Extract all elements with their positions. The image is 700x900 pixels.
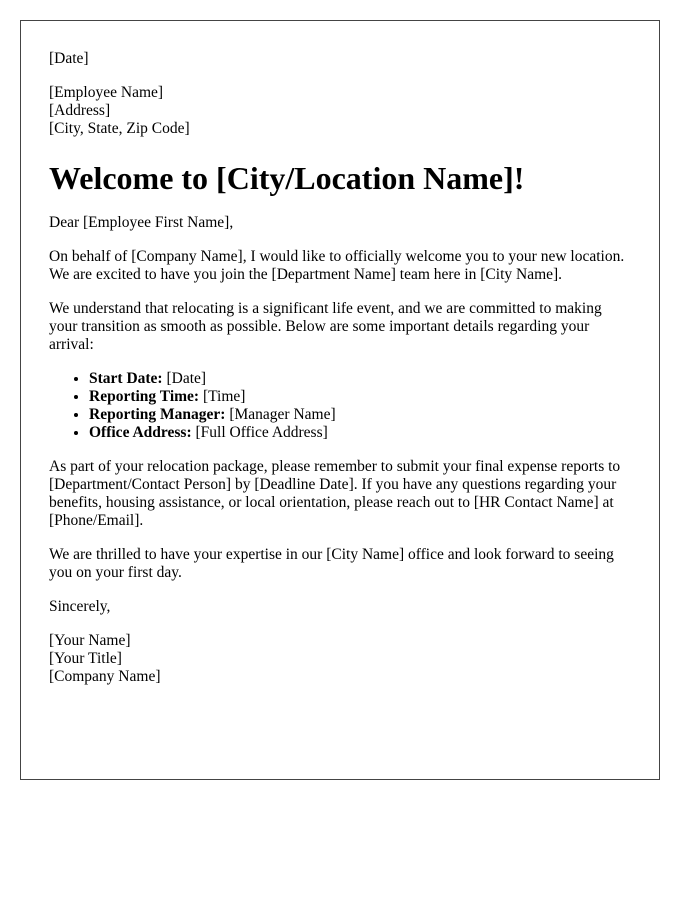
detail-item-office-address: [89, 424, 631, 442]
detail-label: Office Address:: [89, 424, 192, 441]
detail-value: [Time]: [199, 388, 246, 405]
signature-company: [Company Name]: [49, 668, 161, 685]
recipient-address: [Address]: [49, 102, 111, 119]
detail-value: [Full Office Address]: [191, 424, 328, 441]
detail-label: Reporting Manager:: [89, 406, 226, 423]
paragraph-welcome: On behalf of [Company Name], I would like to officially welcome you to your new location. We are excited to have you join the [Department Name] team here in [City Name].: [49, 248, 625, 283]
recipient-name: [Employee Name]: [49, 84, 164, 101]
detail-item-reporting-manager: [89, 406, 631, 424]
details-list: [49, 370, 631, 442]
letter-page: [20, 20, 660, 780]
recipient-city-line: [City, State, Zip Code]: [49, 120, 190, 137]
detail-label: Start Date:: [89, 370, 163, 387]
salutation: Dear [Employee First Name],: [49, 214, 234, 231]
signature-title: [Your Title]: [49, 650, 122, 667]
recipient-block: [49, 84, 631, 138]
signature-block: [49, 632, 631, 686]
paragraph-relocation: We understand that relocating is a significant life event, and we are committed to making your transition as smooth as possible. Below are some important details regarding your arrival:: [49, 300, 602, 353]
signature-name: [Your Name]: [49, 632, 131, 649]
paragraph-closing-remarks: We are thrilled to have your expertise in our [City Name] office and look forward to seeing you on your first day.: [49, 546, 614, 581]
paragraph-expenses: As part of your relocation package, please remember to submit your final expense reports to [Department/Contact Person] by [Deadline Date]. If you have any questions regarding your benefits, housing assistance, or local orientation, please reach out to [HR Contact Name] at [Phone/Email].: [49, 458, 621, 529]
detail-item-start-date: [89, 370, 631, 388]
detail-item-reporting-time: [89, 388, 631, 406]
detail-value: [Date]: [162, 370, 207, 387]
closing: Sincerely,: [49, 598, 111, 615]
letter-date: [Date]: [49, 50, 89, 67]
letter-title: Welcome to [City/Location Name]!: [49, 160, 525, 196]
detail-label: Reporting Time:: [89, 388, 200, 405]
detail-value: [Manager Name]: [225, 406, 336, 423]
